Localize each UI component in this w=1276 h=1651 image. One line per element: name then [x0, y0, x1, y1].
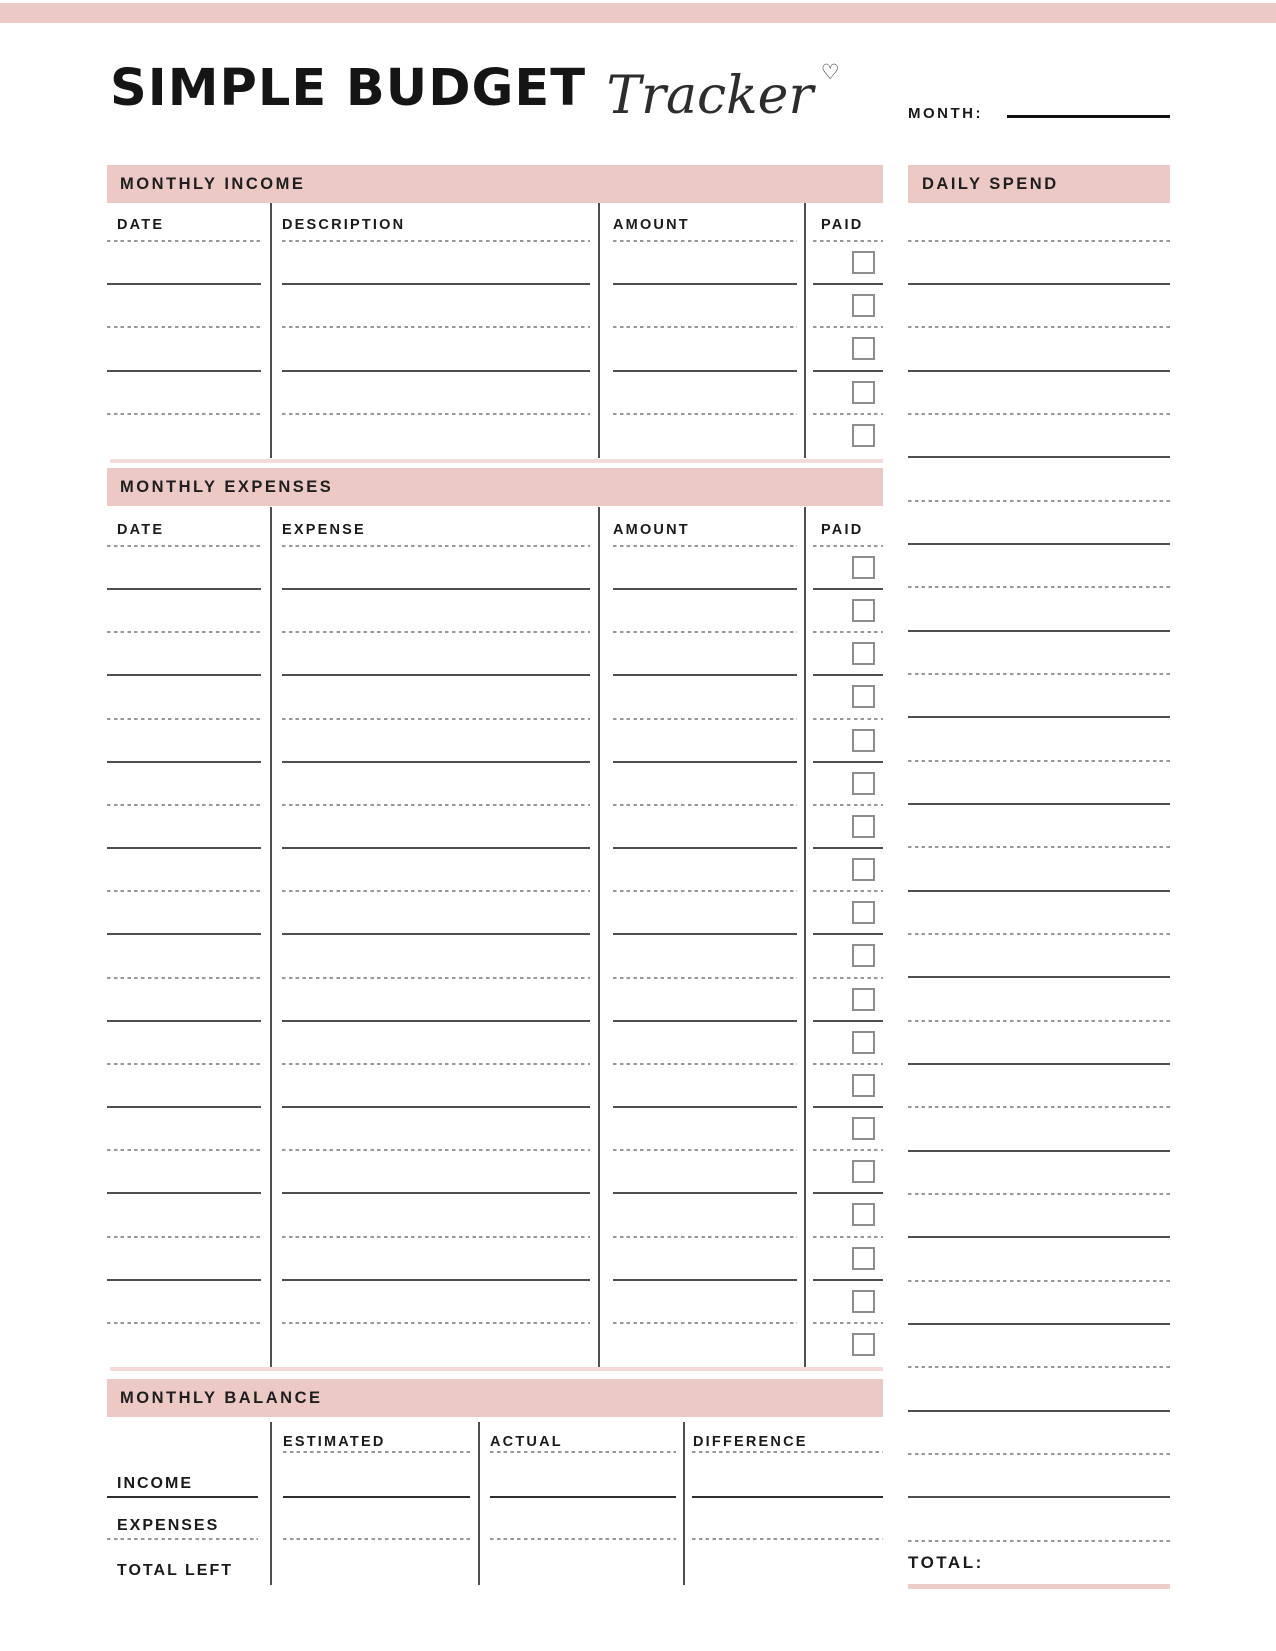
expense-amount-cell	[598, 1022, 804, 1065]
balance-row-income	[107, 1453, 883, 1498]
balance-expenses-estimated-cell	[270, 1498, 478, 1540]
expense-paid-cell	[804, 1238, 883, 1281]
expense-name-cell	[270, 1324, 598, 1367]
total-underline	[908, 1584, 1170, 1589]
daily-spend-line	[908, 1195, 1170, 1238]
expense-name-cell	[270, 1194, 598, 1237]
daily-spend-line	[908, 1022, 1170, 1065]
total-label: TOTAL:	[908, 1553, 984, 1572]
expense-paid-cell	[804, 590, 883, 633]
paid-checkbox[interactable]	[852, 424, 875, 447]
expense-row	[107, 979, 883, 1022]
expense-row	[107, 1281, 883, 1324]
balance-corner-cell	[107, 1417, 270, 1453]
expense-amount-cell	[598, 892, 804, 935]
income-row	[107, 415, 883, 458]
income-description-cell	[270, 242, 598, 285]
income-date-cell	[107, 415, 270, 458]
expense-amount-cell	[598, 720, 804, 763]
month-label: MONTH:	[908, 105, 983, 122]
income-table	[107, 203, 883, 458]
paid-checkbox[interactable]	[852, 1031, 875, 1054]
expense-name-cell	[270, 1238, 598, 1281]
paid-checkbox[interactable]	[852, 1333, 875, 1356]
expense-paid-cell	[804, 720, 883, 763]
expense-name-cell	[270, 979, 598, 1022]
daily-spend-line	[908, 632, 1170, 675]
expense-date-cell	[107, 547, 270, 590]
income-section-title: MONTHLY INCOME	[120, 174, 306, 193]
paid-checkbox[interactable]	[852, 1203, 875, 1226]
expense-date-cell	[107, 720, 270, 763]
expense-date-cell	[107, 892, 270, 935]
balance-col-difference: DIFFERENCE	[683, 1417, 883, 1453]
expense-name-cell	[270, 892, 598, 935]
daily-spend-title: DAILY SPEND	[922, 174, 1059, 193]
income-date-cell	[107, 242, 270, 285]
expense-date-cell	[107, 935, 270, 978]
income-col-description: DESCRIPTION	[270, 203, 598, 242]
income-description-cell	[270, 372, 598, 415]
expense-date-cell	[107, 676, 270, 719]
title-main: SIMPLE BUDGET	[110, 59, 587, 118]
daily-spend-line	[908, 1412, 1170, 1455]
income-date-cell	[107, 285, 270, 328]
expense-name-cell	[270, 806, 598, 849]
income-paid-cell	[804, 372, 883, 415]
expense-date-cell	[107, 1022, 270, 1065]
income-row	[107, 242, 883, 285]
daily-spend-line	[908, 242, 1170, 285]
expense-row	[107, 1194, 883, 1237]
income-row	[107, 372, 883, 415]
balance-table-header	[107, 1417, 883, 1453]
expense-amount-cell	[598, 1281, 804, 1324]
income-paid-cell	[804, 242, 883, 285]
section-divider	[110, 1367, 883, 1371]
paid-checkbox[interactable]	[852, 337, 875, 360]
expense-row	[107, 1238, 883, 1281]
expense-paid-cell	[804, 1065, 883, 1108]
expenses-section-title: MONTHLY EXPENSES	[120, 477, 334, 496]
paid-checkbox[interactable]	[852, 1290, 875, 1313]
expense-date-cell	[107, 1151, 270, 1194]
income-description-cell	[270, 328, 598, 371]
expense-amount-cell	[598, 1151, 804, 1194]
expense-paid-cell	[804, 935, 883, 978]
expense-name-cell	[270, 849, 598, 892]
income-amount-cell	[598, 285, 804, 328]
daily-spend-line	[908, 1325, 1170, 1368]
balance-label-expenses: EXPENSES	[107, 1498, 270, 1540]
title-script: Tracker	[606, 66, 814, 126]
expense-amount-cell	[598, 1324, 804, 1367]
expense-row	[107, 633, 883, 676]
daily-spend-line	[908, 1108, 1170, 1151]
balance-income-actual-cell	[478, 1453, 683, 1498]
expense-name-cell	[270, 1108, 598, 1151]
paid-checkbox[interactable]	[852, 556, 875, 579]
daily-spend-line	[908, 458, 1170, 501]
daily-spend-line	[908, 1065, 1170, 1108]
balance-income-difference-cell	[683, 1453, 883, 1498]
expenses-rows	[107, 547, 883, 1367]
expense-paid-cell	[804, 547, 883, 590]
expense-name-cell	[270, 720, 598, 763]
paid-checkbox[interactable]	[852, 815, 875, 838]
balance-total-estimated-cell	[270, 1540, 478, 1585]
daily-spend-line	[908, 1282, 1170, 1325]
paid-checkbox[interactable]	[852, 901, 875, 924]
expense-name-cell	[270, 763, 598, 806]
income-paid-cell	[804, 285, 883, 328]
expense-paid-cell	[804, 1151, 883, 1194]
daily-spend-line	[908, 199, 1170, 242]
expense-name-cell	[270, 633, 598, 676]
paid-checkbox[interactable]	[852, 642, 875, 665]
expenses-table-header	[107, 507, 883, 547]
income-section-header	[107, 165, 883, 203]
expense-amount-cell	[598, 590, 804, 633]
daily-spend-line	[908, 502, 1170, 545]
paid-checkbox[interactable]	[852, 599, 875, 622]
paid-checkbox[interactable]	[852, 251, 875, 274]
expense-amount-cell	[598, 676, 804, 719]
daily-spend-line	[908, 675, 1170, 718]
income-date-cell	[107, 328, 270, 371]
expense-name-cell	[270, 935, 598, 978]
daily-spend-header	[908, 165, 1170, 203]
paid-checkbox[interactable]	[852, 1117, 875, 1140]
income-paid-cell	[804, 415, 883, 458]
expense-row	[107, 1065, 883, 1108]
expense-amount-cell	[598, 849, 804, 892]
main-column	[107, 0, 883, 1651]
balance-section-title: MONTHLY BALANCE	[120, 1388, 323, 1407]
income-rows	[107, 242, 883, 458]
balance-col-actual: ACTUAL	[478, 1417, 683, 1453]
daily-spend-line	[908, 892, 1170, 935]
heart-icon: ♡	[820, 61, 840, 84]
expense-amount-cell	[598, 547, 804, 590]
income-row	[107, 328, 883, 371]
expense-row	[107, 806, 883, 849]
expenses-col-date: DATE	[107, 507, 270, 547]
expense-date-cell	[107, 763, 270, 806]
expense-paid-cell	[804, 806, 883, 849]
balance-total-actual-cell	[478, 1540, 683, 1585]
expense-row	[107, 676, 883, 719]
expenses-table	[107, 507, 883, 1367]
balance-label-total-left: TOTAL LEFT	[117, 1562, 233, 1579]
expense-name-cell	[270, 590, 598, 633]
expense-amount-cell	[598, 806, 804, 849]
expense-paid-cell	[804, 1281, 883, 1324]
expense-amount-cell	[598, 633, 804, 676]
income-col-date: DATE	[107, 203, 270, 242]
daily-spend-line	[908, 848, 1170, 891]
paid-checkbox[interactable]	[852, 381, 875, 404]
paid-checkbox[interactable]	[852, 988, 875, 1011]
daily-spend-line	[908, 1498, 1170, 1541]
expenses-col-paid: PAID	[804, 507, 883, 547]
daily-spend-sidebar	[908, 0, 1170, 1651]
income-date-cell	[107, 372, 270, 415]
income-amount-cell	[598, 372, 804, 415]
expense-row	[107, 590, 883, 633]
daily-spend-line	[908, 718, 1170, 761]
paid-checkbox[interactable]	[852, 858, 875, 881]
expense-date-cell	[107, 1194, 270, 1237]
expense-row	[107, 1108, 883, 1151]
balance-table	[107, 1417, 883, 1585]
income-amount-cell	[598, 242, 804, 285]
income-description-cell	[270, 285, 598, 328]
paid-checkbox[interactable]	[852, 944, 875, 967]
income-col-paid: PAID	[804, 203, 883, 242]
balance-row-expenses	[107, 1498, 883, 1540]
expense-paid-cell	[804, 849, 883, 892]
expense-amount-cell	[598, 979, 804, 1022]
income-row	[107, 285, 883, 328]
expense-paid-cell	[804, 979, 883, 1022]
expense-paid-cell	[804, 763, 883, 806]
daily-spend-line	[908, 415, 1170, 458]
balance-total-difference-cell	[683, 1540, 883, 1585]
daily-spend-line	[908, 545, 1170, 588]
expenses-col-amount: AMOUNT	[598, 507, 804, 547]
expenses-section-header	[107, 468, 883, 506]
expense-date-cell	[107, 590, 270, 633]
daily-spend-line	[908, 805, 1170, 848]
expense-row	[107, 1022, 883, 1065]
balance-expenses-difference-cell	[683, 1498, 883, 1540]
expense-name-cell	[270, 1281, 598, 1324]
paid-checkbox[interactable]	[852, 685, 875, 708]
expense-date-cell	[107, 1324, 270, 1367]
expense-date-cell	[107, 806, 270, 849]
balance-expenses-actual-cell	[478, 1498, 683, 1540]
expense-paid-cell	[804, 892, 883, 935]
expense-paid-cell	[804, 633, 883, 676]
expense-date-cell	[107, 1238, 270, 1281]
income-table-header	[107, 203, 883, 242]
expense-name-cell	[270, 1022, 598, 1065]
income-amount-cell	[598, 328, 804, 371]
income-amount-cell	[598, 415, 804, 458]
daily-spend-line	[908, 1368, 1170, 1411]
expense-name-cell	[270, 547, 598, 590]
expense-row	[107, 720, 883, 763]
expense-row	[107, 1324, 883, 1367]
expense-name-cell	[270, 1065, 598, 1108]
daily-spend-line	[908, 978, 1170, 1021]
expense-row	[107, 935, 883, 978]
income-col-amount: AMOUNT	[598, 203, 804, 242]
daily-spend-line	[908, 1152, 1170, 1195]
expense-row	[107, 849, 883, 892]
daily-spend-line	[908, 372, 1170, 415]
expense-amount-cell	[598, 1108, 804, 1151]
paid-checkbox[interactable]	[852, 772, 875, 795]
expense-date-cell	[107, 979, 270, 1022]
daily-spend-line	[908, 1455, 1170, 1498]
paid-checkbox[interactable]	[852, 1247, 875, 1270]
expense-row	[107, 892, 883, 935]
expense-amount-cell	[598, 935, 804, 978]
daily-spend-line	[908, 285, 1170, 328]
daily-spend-line	[908, 588, 1170, 631]
daily-spend-line	[908, 1238, 1170, 1281]
expense-date-cell	[107, 1065, 270, 1108]
balance-label-income: INCOME	[107, 1453, 270, 1498]
expense-row	[107, 547, 883, 590]
expense-amount-cell	[598, 1065, 804, 1108]
expense-date-cell	[107, 849, 270, 892]
expense-name-cell	[270, 1151, 598, 1194]
expense-paid-cell	[804, 1108, 883, 1151]
expense-amount-cell	[598, 1194, 804, 1237]
income-description-cell	[270, 415, 598, 458]
daily-spend-line	[908, 328, 1170, 371]
balance-col-estimated: ESTIMATED	[270, 1417, 478, 1453]
expense-row	[107, 1151, 883, 1194]
paid-checkbox[interactable]	[852, 1160, 875, 1183]
section-divider	[110, 459, 883, 463]
paid-checkbox[interactable]	[852, 729, 875, 752]
expense-date-cell	[107, 1281, 270, 1324]
balance-section-header	[107, 1379, 883, 1417]
balance-row-total-left	[107, 1540, 883, 1585]
expense-date-cell	[107, 633, 270, 676]
expense-row	[107, 763, 883, 806]
expense-paid-cell	[804, 1324, 883, 1367]
expense-name-cell	[270, 676, 598, 719]
expense-paid-cell	[804, 1194, 883, 1237]
daily-spend-line	[908, 935, 1170, 978]
expenses-col-expense: EXPENSE	[270, 507, 598, 547]
daily-spend-lines	[908, 199, 1170, 1542]
paid-checkbox[interactable]	[852, 1074, 875, 1097]
paid-checkbox[interactable]	[852, 294, 875, 317]
income-paid-cell	[804, 328, 883, 371]
expense-amount-cell	[598, 1238, 804, 1281]
expense-amount-cell	[598, 763, 804, 806]
expense-date-cell	[107, 1108, 270, 1151]
expense-paid-cell	[804, 1022, 883, 1065]
daily-spend-line	[908, 762, 1170, 805]
balance-income-estimated-cell	[270, 1453, 478, 1498]
expense-paid-cell	[804, 676, 883, 719]
